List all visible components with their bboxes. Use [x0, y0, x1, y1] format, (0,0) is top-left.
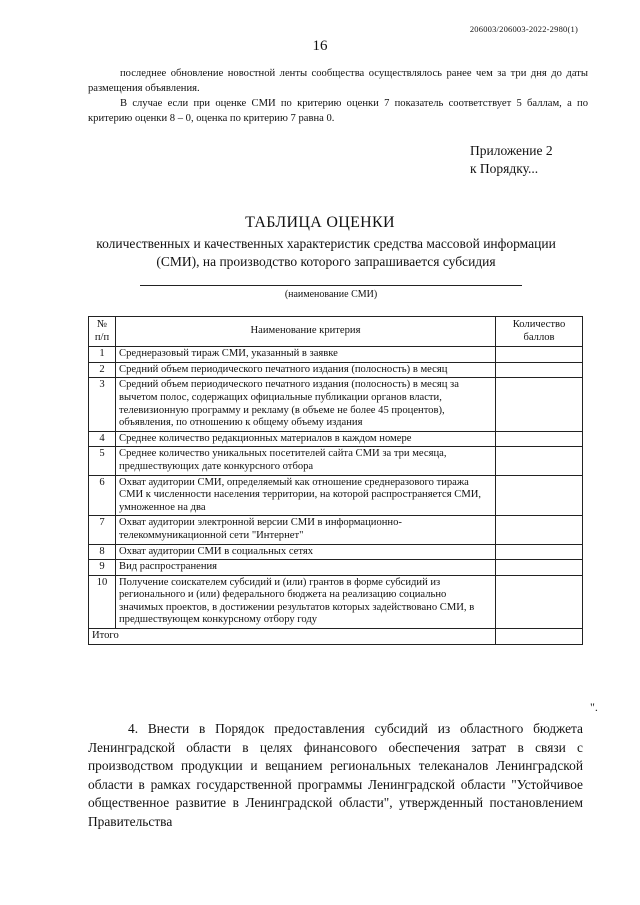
total-points	[496, 629, 583, 645]
table-subtitle: количественных и качественных характеристик средства массовой информации (СМИ), на производство которого запрашивается субсидия	[96, 236, 556, 269]
row-points	[496, 560, 583, 576]
table-header-row	[89, 317, 583, 347]
row-points	[496, 475, 583, 516]
header-criterion: Наименование критерия	[116, 317, 496, 347]
table-row	[89, 544, 583, 560]
table-row	[89, 447, 583, 475]
row-number: 1	[89, 347, 116, 363]
row-criterion: Охват аудитории СМИ, определяемый как отношение среднеразового тиража СМИ к численности населения территории, на которой распространяется СМИ, умноженное на два	[116, 475, 496, 516]
row-number: 10	[89, 575, 116, 628]
row-number: 9	[89, 560, 116, 576]
media-name-line	[140, 285, 522, 286]
table-row	[89, 516, 583, 544]
row-criterion: Вид распространения	[116, 560, 496, 576]
row-points	[496, 347, 583, 363]
row-criterion: Охват аудитории СМИ в социальных сетях	[116, 544, 496, 560]
row-number: 5	[89, 447, 116, 475]
row-number: 6	[89, 475, 116, 516]
row-points	[496, 447, 583, 475]
row-points	[496, 516, 583, 544]
table-row	[89, 378, 583, 431]
intro-text	[88, 66, 588, 126]
appendix-note	[470, 142, 553, 178]
row-number: 7	[89, 516, 116, 544]
table-total-row	[89, 629, 583, 645]
table-title: ТАБЛИЦА ОЦЕНКИ	[245, 214, 395, 231]
table-row	[89, 347, 583, 363]
page-number: 16	[312, 38, 328, 54]
intro-paragraph-1: последнее обновление новостной ленты сообщества осуществлялось ранее чем за три дня до даты размещения объявления.	[88, 68, 588, 94]
body-paragraph: 4. Внести в Порядок предоставления субсидий из областного бюджета Ленинградской области в целях финансового обеспечения затрат в связи с производством продукции и вещанием региональных телеканалов Ленинградской области в рамках государственной программы Ленинградской области "Устойчивое общественное развитие в Ленинградской области", утвержденный постановлением Правительства	[88, 721, 583, 829]
total-label: Итого	[89, 629, 496, 645]
table-row	[89, 560, 583, 576]
table-row	[89, 575, 583, 628]
appendix-line-1: Приложение 2	[470, 143, 553, 158]
table-row	[89, 362, 583, 378]
row-points	[496, 575, 583, 628]
row-number: 4	[89, 431, 116, 447]
row-criterion: Средний объем периодического печатного издания (полосность) в месяц за вычетом полос, содержащих официальные публикации органов власти, телевизионную программу и рекламу (в объеме не более 45 процентов), объявления, по отношению к общему объему издания	[116, 378, 496, 431]
row-points	[496, 431, 583, 447]
table-row	[89, 431, 583, 447]
media-name-caption: (наименование СМИ)	[284, 289, 378, 300]
score-table	[88, 316, 583, 645]
row-criterion: Среднее количество редакционных материалов в каждом номере	[116, 431, 496, 447]
row-number: 3	[89, 378, 116, 431]
closing-quote: ".	[590, 700, 598, 714]
appendix-line-2: к Порядку...	[470, 161, 539, 176]
row-number: 2	[89, 362, 116, 378]
table-row	[89, 475, 583, 516]
body-text	[88, 720, 583, 832]
row-points	[496, 378, 583, 431]
row-criterion: Среднее количество уникальных посетителей сайта СМИ за три месяца, предшествующих дате конкурсного отбора	[116, 447, 496, 475]
header-points: Количество баллов	[496, 317, 583, 347]
intro-paragraph-2: В случае если при оценке СМИ по критерию оценки 7 показатель соответствует 5 баллам, а по критерию оценки 8 – 0, оценка по критерию 7 равна 0.	[88, 98, 588, 124]
document-id: 206003/206003-2022-2980(1)	[469, 24, 578, 34]
row-criterion: Средний объем периодического печатного издания (полосность) в месяц	[116, 362, 496, 378]
row-points	[496, 544, 583, 560]
row-points	[496, 362, 583, 378]
header-num: № п/п	[89, 317, 116, 347]
row-criterion: Охват аудитории электронной версии СМИ в информационно-телекоммуникационной сети "Интернет"	[116, 516, 496, 544]
row-criterion: Получение соискателем субсидий и (или) грантов в форме субсидий из регионального и (или) федерального бюджета на реализацию социально значимых проектов, в достижении результатов которых задействовано СМИ, в предшествующем конкурсному отбору году	[116, 575, 496, 628]
row-criterion: Среднеразовый тираж СМИ, указанный в заявке	[116, 347, 496, 363]
row-number: 8	[89, 544, 116, 560]
